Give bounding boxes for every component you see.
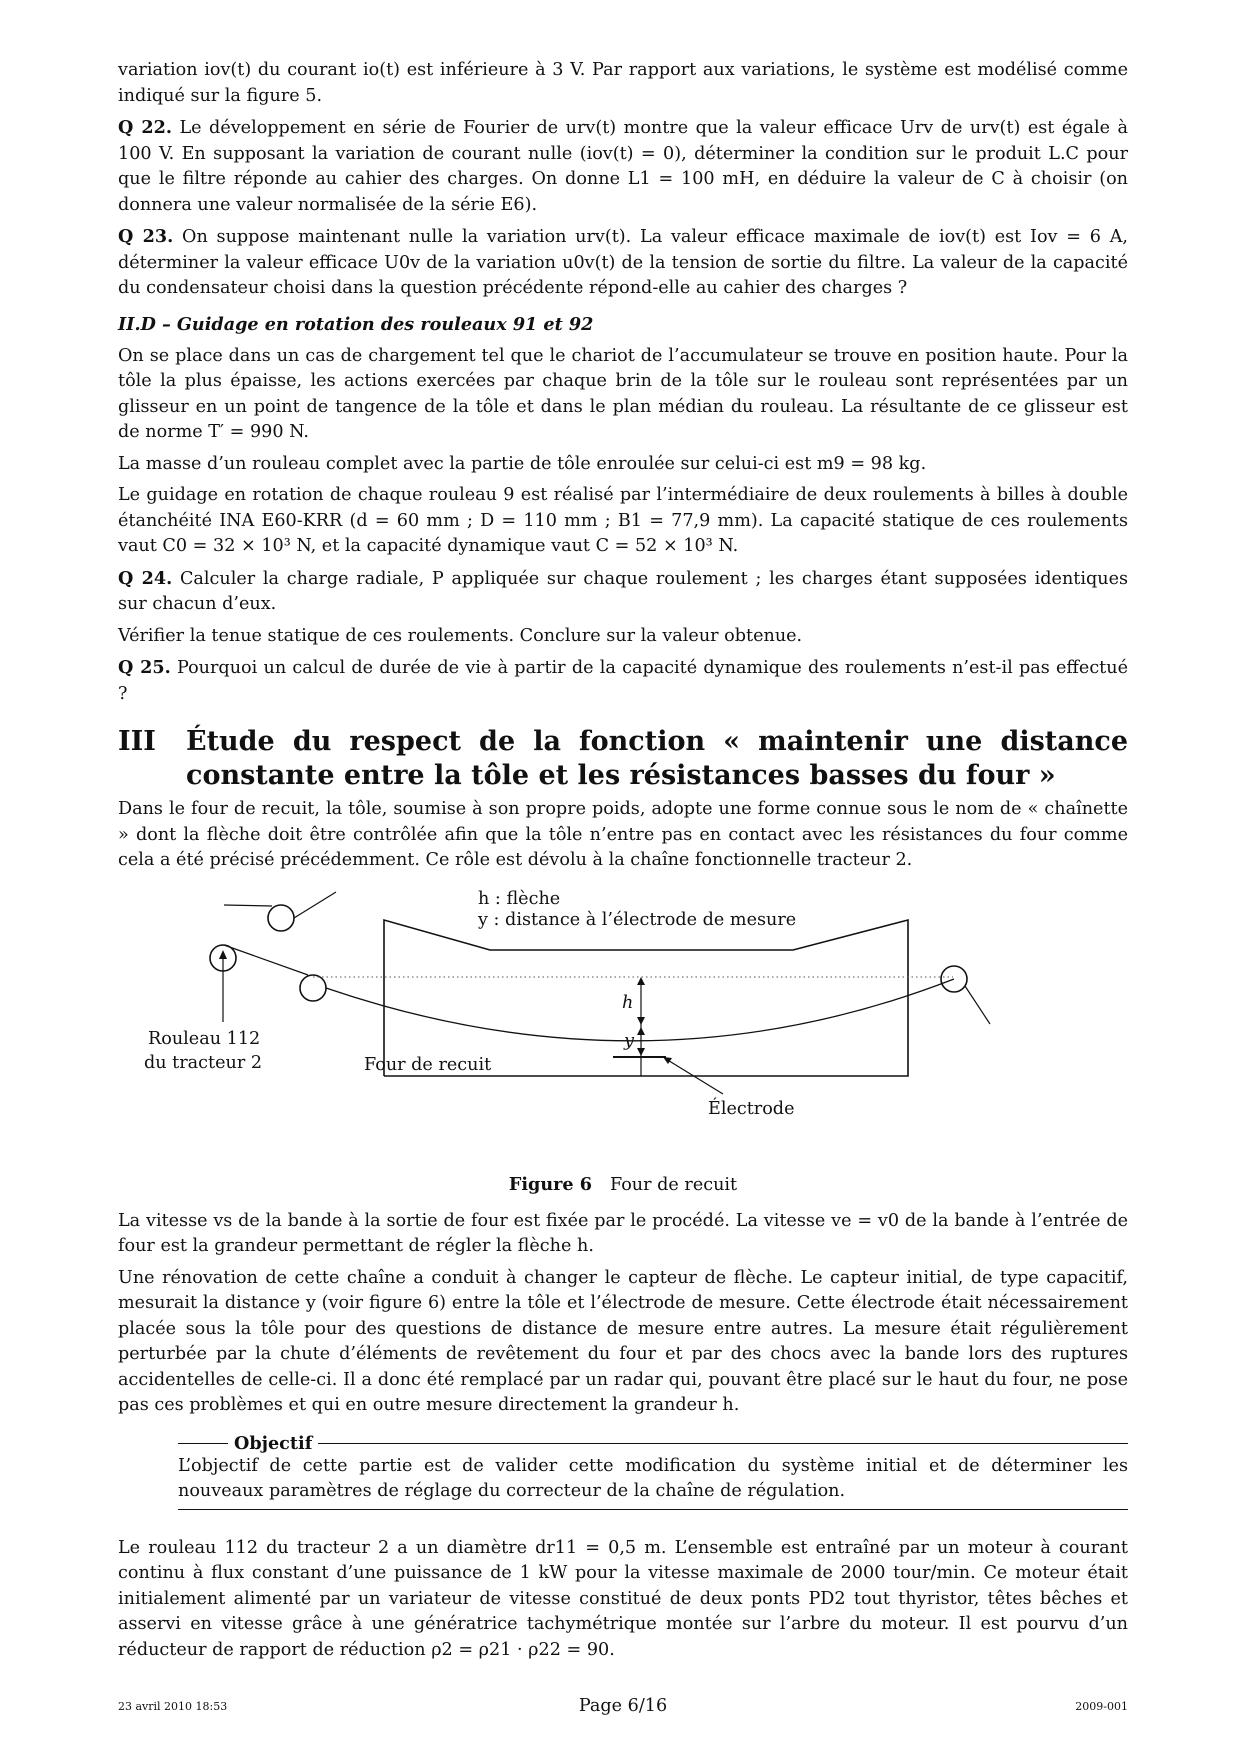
objective-title: Objectif (234, 1432, 313, 1454)
paragraph-verification: Vérifier la tenue statique de ces roulements. Conclure sur la valeur obtenue. (118, 625, 803, 646)
question-24-text: Calculer la charge radiale, P appliquée sur chaque roulement ; les charges étant supposées identiques sur chacun d’eux. (118, 568, 1129, 614)
section-title: Étude du respect de la fonction « maintenir une distance constante entre la tôle et les résistances basses du four » (186, 726, 1128, 791)
electrode-label: Électrode (708, 1098, 795, 1119)
paragraph-guidage-3: Le guidage en rotation de chaque rouleau 9 est réalisé par l’intermédiaire de deux roulements à billes à double étanchéité INA E60-KRR (d = 60 mm ; D = 110 mm ; B1 = 77,9 mm). La capacité statique de ces roulements vaut C0 = 32 × 10³ N, et la capacité dynamique vaut C = 52 × 10³ N. (118, 485, 1128, 556)
objective-rule-right (318, 1443, 1128, 1444)
question-25-label: Q 25. (118, 657, 171, 678)
paragraph-guidage-1: On se place dans un cas de chargement tel que le chariot de l’accumulateur se trouve en position haute. Pour la tôle la plus épaisse, les actions exercées par chaque brin de la tôle sur le rouleau sont représentées par un glisseur en un point de tangence de la tôle et dans le plan médian du rouleau. La résultante de ce glisseur est de norme T′ = 990 N. (118, 345, 1128, 442)
paragraph-intro: variation iov(t) du courant io(t) est inférieure à 3 V. Par rapport aux variations, le système est modélisé comme indiqué sur la figure 5. (118, 60, 1128, 106)
objective-header (178, 1433, 1128, 1454)
rouleau-arrow (219, 950, 227, 959)
question-22 (118, 115, 1128, 218)
footer-date: 23 avril 2010 18:53 (118, 1700, 228, 1713)
paragraph-renovation: Une rénovation de cette chaîne a conduit à changer le capteur de flèche. Le capteur initial, de type capacitif, mesurait la distance y (voir figure 6) entre la tôle et l’électrode de mesure. Cette électrode était nécessairement placée sous la tôle pour des questions de distance de mesure entre autres. La mesure était régulièrement perturbée par la chute d’éléments de revêtement du four et par des chocs avec la bande lors des ruptures accidentelles de celle-ci. Il a donc été remplacé par un radar qui, pouvant être placé sur le haut du four, ne pose pas ces problèmes et qui en outre mesure directement la grandeur h. (118, 1267, 1128, 1415)
paragraph-vitesse: La vitesse vs de la bande à la sortie de four est fixée par le procédé. La vitesse ve = v0 de la bande à l’entrée de four est la grandeur permettant de régler la flèche h. (118, 1210, 1128, 1256)
question-24 (118, 566, 1128, 618)
strip-top-line (224, 905, 272, 906)
rouleau-label-line2: du tracteur 2 (144, 1052, 263, 1073)
electrode-arrow (663, 1057, 672, 1064)
paragraph-four: Dans le four de recuit, la tôle, soumise à son propre poids, adopte une forme connue sous le nom de « chaînette » dont la flèche doit être contrôlée afin que la tôle n’entre pas en contact avec les résistances du four comme cela a été précisé précédemment. Ce rôle est dévolu à la chaîne fonctionnelle tracteur 2. (118, 799, 1128, 870)
label-y: y (624, 1030, 634, 1051)
rouleau-label-line1: Rouleau 112 (148, 1028, 261, 1049)
paragraph-guidage-2: La masse d’un rouleau complet avec la partie de tôle enroulée sur celui-ci est m9 = 98 kg. (118, 453, 927, 474)
section-number: III (118, 726, 156, 757)
figure-caption-text: Four de recuit (609, 1174, 738, 1195)
y-arrow-bottom (637, 1048, 645, 1056)
question-23-label: Q 23. (118, 226, 174, 247)
subsection-heading: II.D – Guidage en rotation des rouleaux 91 et 92 (118, 313, 594, 335)
label-h: h (622, 992, 634, 1013)
page-footer (118, 1696, 1128, 1720)
strip-exit-right-line (965, 986, 990, 1024)
question-23-text: On suppose maintenant nulle la variation urv(t). La valeur efficace maximale de iov(t) est Iov = 6 A, déterminer la valeur efficace U0v de la variation u0v(t) de la tension de sortie du filtre. La valeur de la capacité du condensateur choisi dans la question précédente répond-elle au cahier des charges ? (118, 227, 1129, 298)
furnace-outline (384, 920, 908, 1076)
objective-box (178, 1433, 1128, 1510)
strip-exit-line (294, 892, 336, 918)
question-25 (118, 655, 1128, 707)
roller-right-circle (300, 975, 326, 1001)
roller-top-circle (268, 905, 294, 931)
h-arrow-top (637, 977, 645, 985)
question-24-label: Q 24. (118, 567, 173, 589)
figure-four-de-recuit (118, 884, 1128, 1174)
question-22-text: Le développement en série de Fourier de urv(t) montre que la valeur efficace Urv de urv(t) est égale à 100 V. En supposant la variation de courant nulle (iov(t) = 0), déterminer la condition sur le produit L.C pour que le filtre réponde au cahier des charges. On donne L1 = 100 mH, en déduire la valeur de C à choisir (on donnera une valeur normalisée de la série E6). (118, 118, 1129, 215)
question-23 (118, 224, 1128, 302)
footer-code: 2009-001 (1075, 1700, 1128, 1713)
h-arrow-bottom (637, 1017, 645, 1025)
y-arrow-top (637, 1027, 645, 1035)
figure-caption-label: Figure 6 (508, 1173, 592, 1195)
page-content (118, 58, 1128, 1669)
question-25-text: Pourquoi un calcul de durée de vie à partir de la capacité dynamique des roulements n’est-il pas effectué ? (118, 658, 1128, 704)
legend-h: h : flèche (478, 888, 561, 909)
question-22-label: Q 22. (118, 117, 172, 138)
furnace-diagram (118, 884, 1128, 1174)
four-label (364, 1055, 491, 1075)
figure-caption (118, 1174, 1128, 1195)
paragraph-rouleau: Le rouleau 112 du tracteur 2 a un diamètre dr11 = 0,5 m. L’ensemble est entraîné par un moteur à courant continu à flux constant d’une puissance de 1 kW pour la vitesse maximale de 2000 tour/min. Ce moteur était initialement alimenté par un variateur de vitesse constitué de deux ponts PD2 tout thyristor, têtes bêches et asservi en vitesse grâce à une génératrice tachymétrique montée sur l’arbre du moteur. Il est pourvu d’un réducteur de rapport de réduction ρ2 = ρ21 · ρ22 = 90. (118, 1537, 1128, 1660)
legend-y: y : distance à l’électrode de mesure (478, 909, 797, 930)
objective-text: L’objectif de cette partie est de valider cette modification du système initial et de déterminer les nouveaux paramètres de réglage du correcteur de la chaîne de régulation. (178, 1454, 1128, 1510)
footer-page-number: Page 6/16 (578, 1696, 668, 1716)
section-heading (118, 725, 1128, 793)
objective-rule-left (178, 1443, 228, 1444)
four-label-text: Four de recuit (364, 1054, 492, 1075)
